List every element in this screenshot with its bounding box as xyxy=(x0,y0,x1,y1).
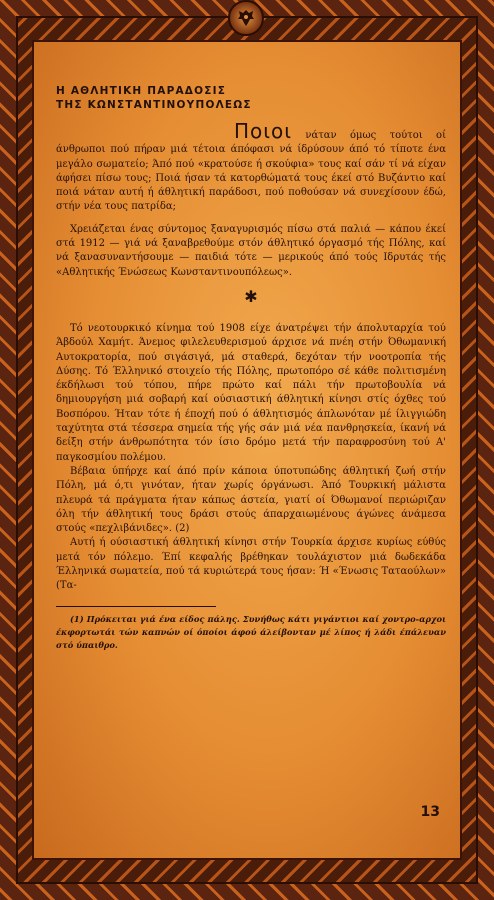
article-title-line-1: Η ΑΘΛΗΤΙΚΗ ΠΑΡΑΔΟΣΙΣ xyxy=(56,85,227,97)
article-page xyxy=(32,40,462,860)
paragraph-2: Χρειάζεται ένας σύντομος ξαναγυρισμός πίσω στά παλιά — κάπου έκεί στά 1912 — γιά νά ξαναβρεθούμε στόν άθλητικό όργασμό τής Πόλης, καί νά ξανασυναντήσουμε — παιδιά τότε — μερικούς άπό τούς Ιδρυτάς τής «Αθλητικής Ένώσεως Κωνσταντινουπόλεως». xyxy=(56,223,446,278)
dropcap-word: Ποιοι xyxy=(234,119,293,143)
double-headed-eagle-emblem-icon xyxy=(228,0,264,36)
paragraph-4: Βέβαια ύπήρχε καί άπό πρίν κάποια ύποτυπώδης άθλητική ζωή στήν Πόλη, μά ό,τι γινόταν, ήταν χωρίς όργάνωσι. Άπό Τουρκική μάλιστα πλευρά τά πράγματα ήταν κάπως άστεία, γιατί οί Όθωμανοί περιώριζαν όλη τήν άθλητική τους δράσι στούς άπαρχαιωμένους άγώνες άνάμεσα στούς «πεχλιβάνιδες». (2) xyxy=(56,465,446,535)
article-title-line-2: ΤΗΣ ΚΩΝΣΤΑΝΤΙΝΟΥΠΟΛΕΩΣ xyxy=(56,99,252,111)
page-number: 13 xyxy=(420,804,440,820)
section-separator-icon: ✱ xyxy=(244,286,258,306)
footnote: (1) Πρόκειται γιά ένα είδος πάλης. Συνήθως κάτι γιγάντιοι καί χοντρο-αρχοι έκφορτωτάι τών καπνών οί όποίοι άφού άλείβονταν μέ λίπος ή λάδι έπάλευαν στό ύπαιθρο. xyxy=(56,613,446,650)
paragraph-1-text: νάταν όμως τούτοι οί άνθρωποι πού πήραν μιά τέτοια άπόφασι νά ίδρύσουν άπό τό τίποτε ένα μεγάλο σωματείο; Άπό πού «κρατούσε ή σκούφια» τους καί σάν τί νά είχαν άφήσει πίσω τους; Ποιά ήσαν τά κατορθώματά τους έκεί στό Βυζάντιο καί ποιά νάταν αυτή ή άθλητική παράδοσι, πού ποθούσαν νά συνεχίσουν έδώ, στήν νέα τους πατρίδα; xyxy=(56,130,446,213)
footnote-divider xyxy=(56,606,216,607)
paragraph-5: Αυτή ή ούσιαστική άθλητική κίνησι στήν Τουρκία άρχισε κυρίως εύθύς μετά τόν πόλεμο. Έπί κεφαλής βρέθηκαν τουλάχιστον μιά δωδεκάδα Έλληνικά σωματεία, πού τά κυριώτερά τους ήσαν: Ή «Ένωσις Ταταούλων» (Τα- xyxy=(56,537,446,592)
paragraph-3: Τό νεοτουρκικό κίνημα τού 1908 είχε άνατρέψει τήν άπολυταρχία τού Άβδούλ Χαμήτ. Άνεμος φιλελευθερισμού άρχισε νά πνέη στήν Όθωμανική Αυτοκρατορία, πού σιγάσιγά, μά σταθερά, δεχόταν τήν νοοτροπία τής Δύσης. Τό Έλληνικό στοιχείο τής Πόλης, πρωτοπόρο σέ κάθε πολιτισμένη έκδήλωσι τού τόπου, πήρε πρώτο καί πάλι τήν πρωτοβουλία νά δημιουργήση μιά σοβαρή καί ούσιαστική άθλητική κίνησι στίς όχθες τού Βοσπόρου. Ήταν τότε ή έποχή πού ό άθλητισμός άπλωνόταν μέ ίλιγγιώδη ταχύτητα στά τέσσερα σημεία τής γής σάν μιά νέα πανθρησκεία, ίκανή νά δείξη στήν άνθρωπότητα τόν ίσιο δρόμο μετά τήν παραφροσύνη τού Α' παγκοσμίου πολέμου. xyxy=(56,322,446,463)
article-content xyxy=(56,84,446,652)
paragraph-1 xyxy=(56,119,446,215)
article-title xyxy=(56,84,446,112)
